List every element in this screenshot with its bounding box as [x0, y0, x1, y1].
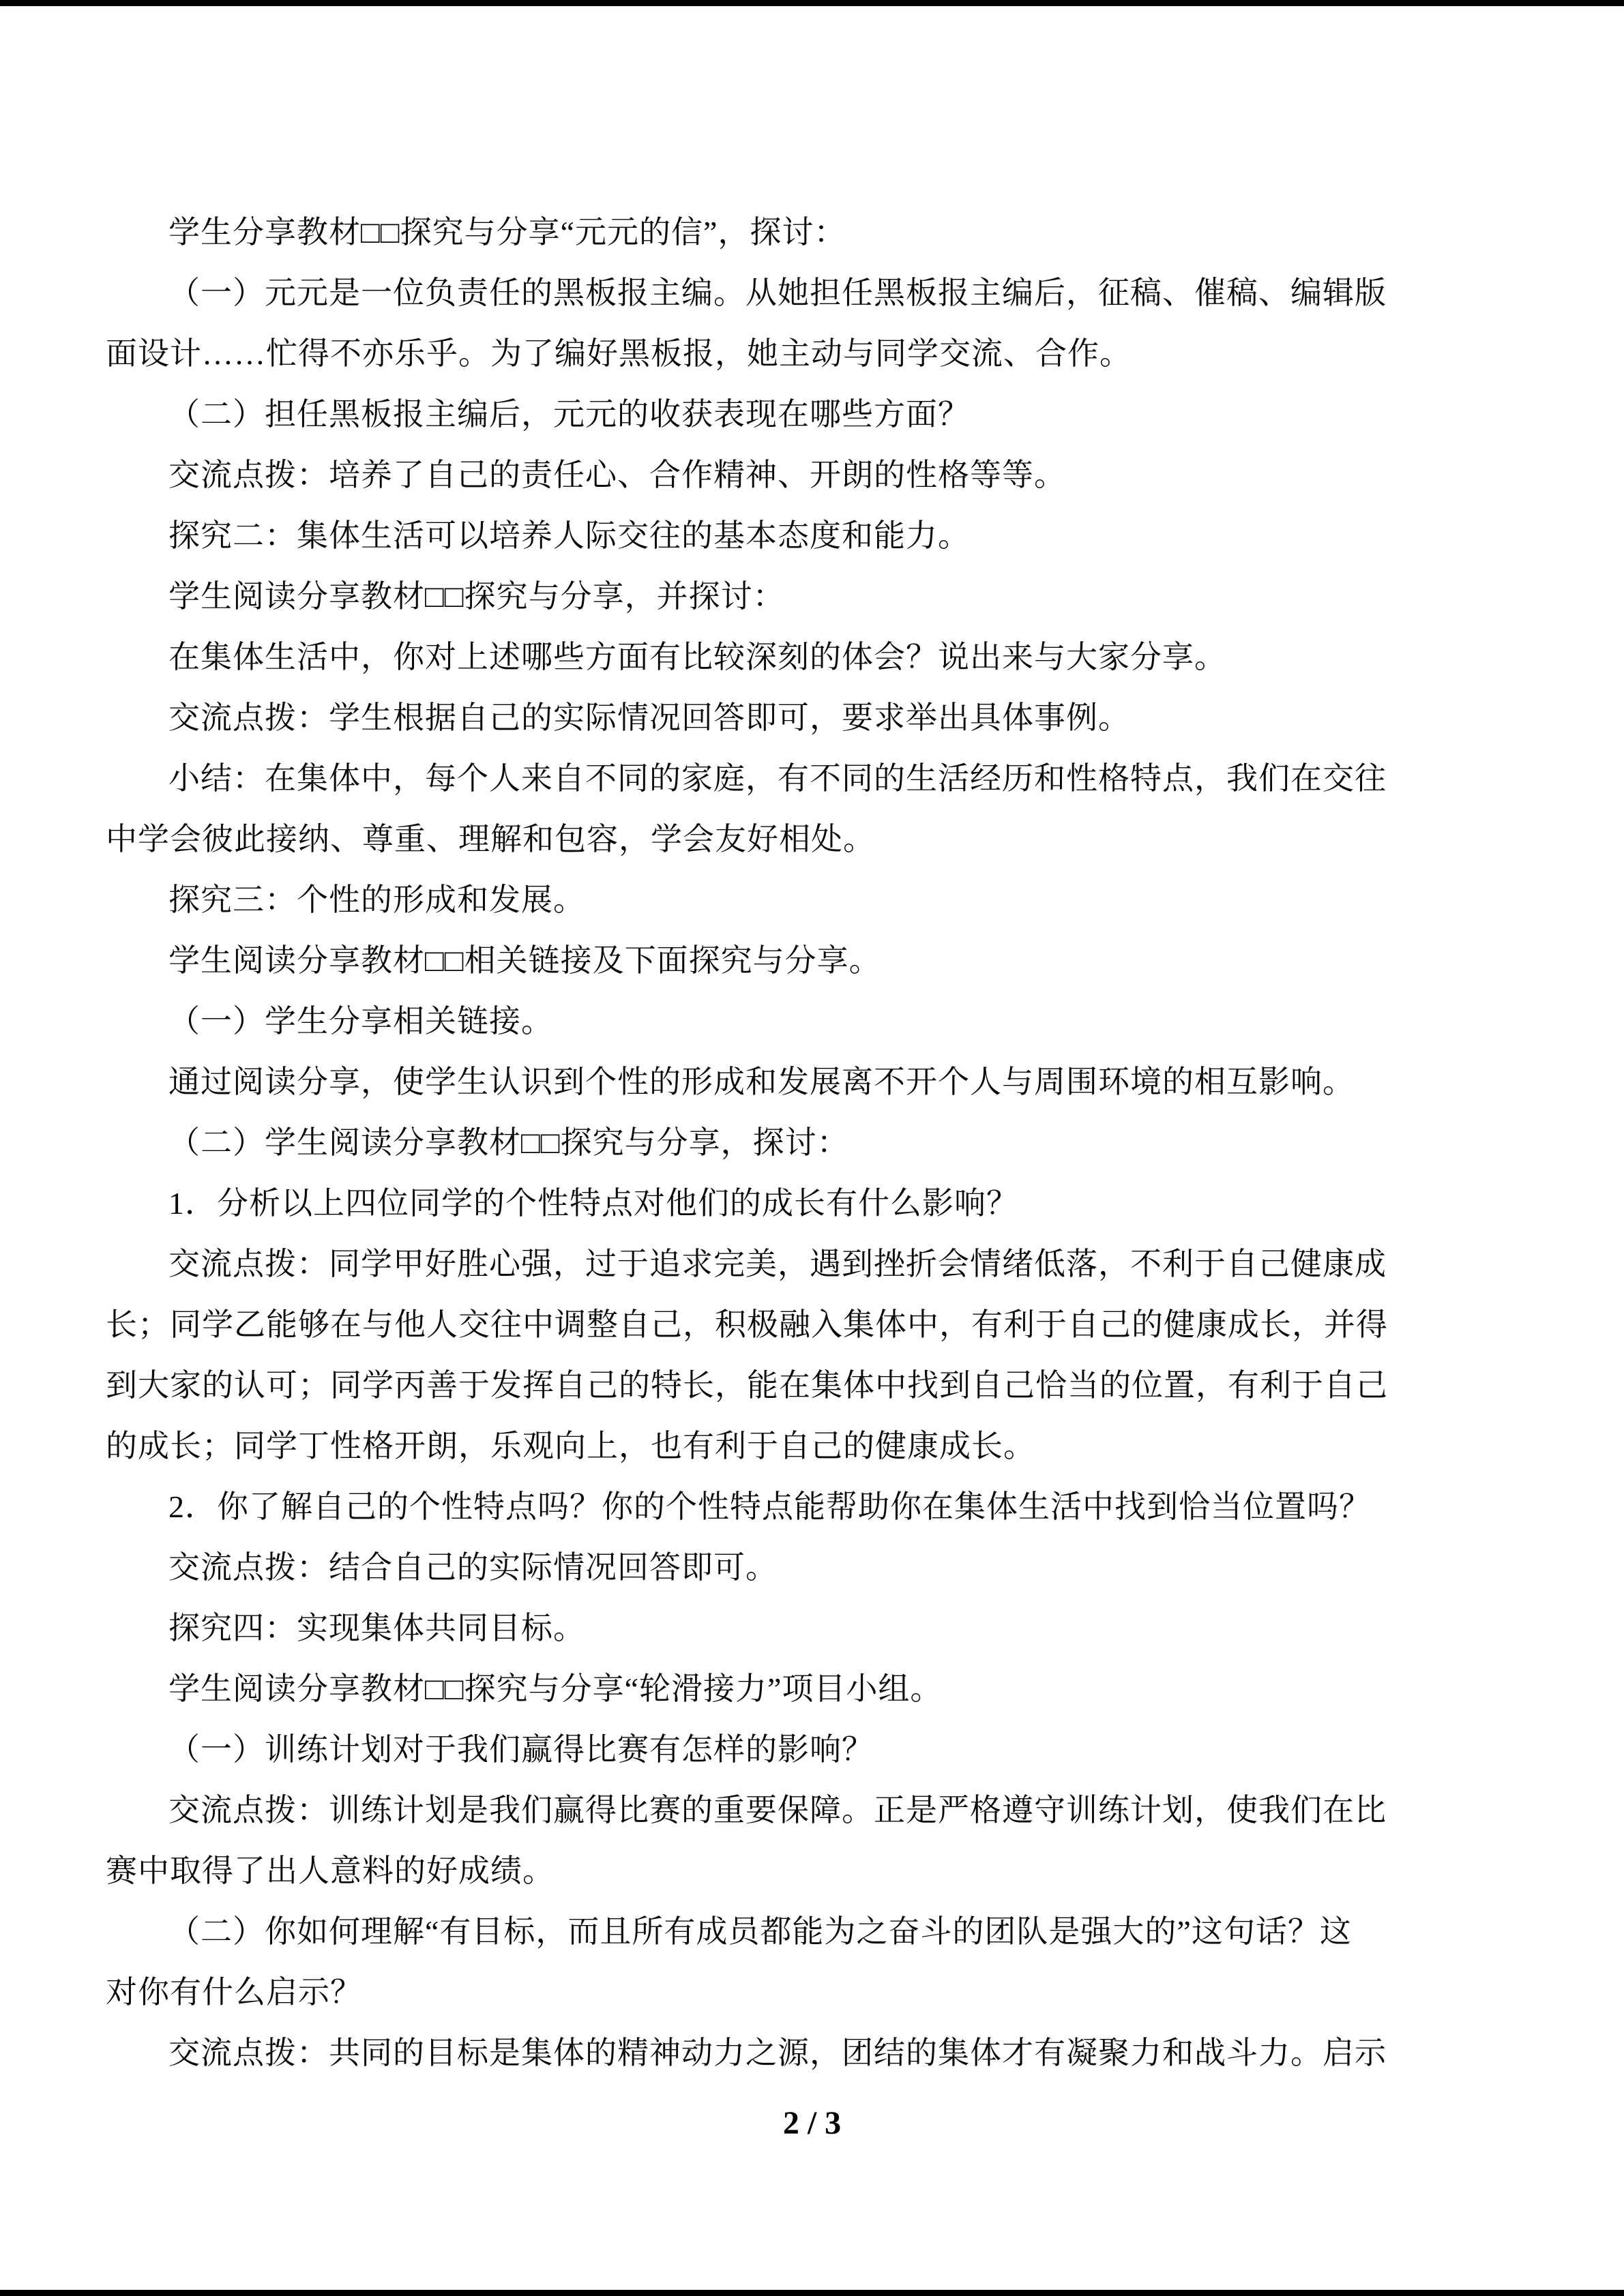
text-line: （二）担任黑板报主编后，元元的收获表现在哪些方面？ — [168, 397, 970, 432]
page-top-border — [0, 0, 1624, 6]
text-line: 在集体生活中，你对上述哪些方面有比较深刻的体会？说出来与大家分享。 — [168, 640, 1226, 674]
text-line: 中学会彼此接纳、尊重、理解和包容，学会友好相处。 — [106, 822, 875, 856]
text-line: 探究三：个性的形成和发展。 — [168, 882, 585, 917]
text-line: 交流点拨：培养了自己的责任心、合作精神、开朗的性格等等。 — [168, 458, 1066, 492]
text-line: 交流点拨：共同的目标是集体的精神动力之源，团结的集体才有凝聚力和战斗力。启示 — [168, 2036, 1387, 2070]
text-line: 1．分析以上四位同学的个性特点对他们的成长有什么影响？ — [168, 1186, 1018, 1221]
text-line: 交流点拨：学生根据自己的实际情况回答即可，要求举出具体事例。 — [168, 700, 1130, 735]
text-line: 交流点拨：训练计划是我们赢得比赛的重要保障。正是严格遵守训练计划，使我们在比 — [168, 1793, 1387, 1828]
text-line: （一）训练计划对于我们赢得比赛有怎样的影响？ — [168, 1732, 874, 1767]
text-line: 学生阅读分享教材□□探究与分享，并探讨： — [168, 579, 785, 614]
text-line: （一）学生分享相关链接。 — [168, 1004, 553, 1039]
text-line: 交流点拨：结合自己的实际情况回答即可。 — [168, 1550, 778, 1585]
text-line: 长；同学乙能够在与他人交往中调整自己，积极融入集体中，有利于自己的健康成长，并得 — [106, 1307, 1388, 1342]
text-line: 2．你了解自己的个性特点吗？你的个性特点能帮助你在集体生活中找到恰当位置吗？ — [168, 1489, 1371, 1524]
text-line: 交流点拨：同学甲好胜心强，过于追求完美，遇到挫折会情绪低落，不利于自己健康成 — [168, 1247, 1387, 1281]
text-line: 赛中取得了出人意料的好成绩。 — [106, 1853, 555, 1888]
text-line: 小结：在集体中，每个人来自不同的家庭，有不同的生活经历和性格特点，我们在交往 — [168, 761, 1387, 796]
text-line: 学生阅读分享教材□□相关链接及下面探究与分享。 — [168, 943, 881, 978]
text-line: 到大家的认可；同学丙善于发挥自己的特长，能在集体中找到自己恰当的位置，有利于自己 — [106, 1368, 1388, 1403]
text-line: 探究四：实现集体共同目标。 — [168, 1611, 585, 1645]
text-line: （二）学生阅读分享教材□□探究与分享，探讨： — [168, 1125, 849, 1160]
text-line: 学生阅读分享教材□□探究与分享“轮滑接力”项目小组。 — [168, 1671, 943, 1706]
text-line: 探究二：集体生活可以培养人际交往的基本态度和能力。 — [168, 518, 970, 553]
text-line: 学生分享教材□□探究与分享“元元的信”，探讨： — [168, 215, 846, 250]
text-line: 的成长；同学丁性格开朗，乐观向上，也有利于自己的健康成长。 — [106, 1429, 1035, 1463]
text-line: 面设计……忙得不亦乐乎。为了编好黑板报，她主动与同学交流、合作。 — [106, 336, 1132, 371]
document-body — [106, 202, 1544, 2083]
page-bottom-border — [0, 2290, 1624, 2296]
page-number: 2 / 3 — [782, 2105, 842, 2141]
text-line: 对你有什么启示？ — [106, 1975, 362, 2010]
text-line: 通过阅读分享，使学生认识到个性的形成和发展离不开个人与周围环境的相互影响。 — [168, 1064, 1355, 1099]
text-line: （二）你如何理解“有目标，而且所有成员都能为之奋斗的团队是强大的”这句话？这 — [168, 1914, 1352, 1949]
text-line: （一）元元是一位负责任的黑板报主编。从她担任黑板报主编后，征稿、催稿、编辑版 — [168, 275, 1387, 310]
